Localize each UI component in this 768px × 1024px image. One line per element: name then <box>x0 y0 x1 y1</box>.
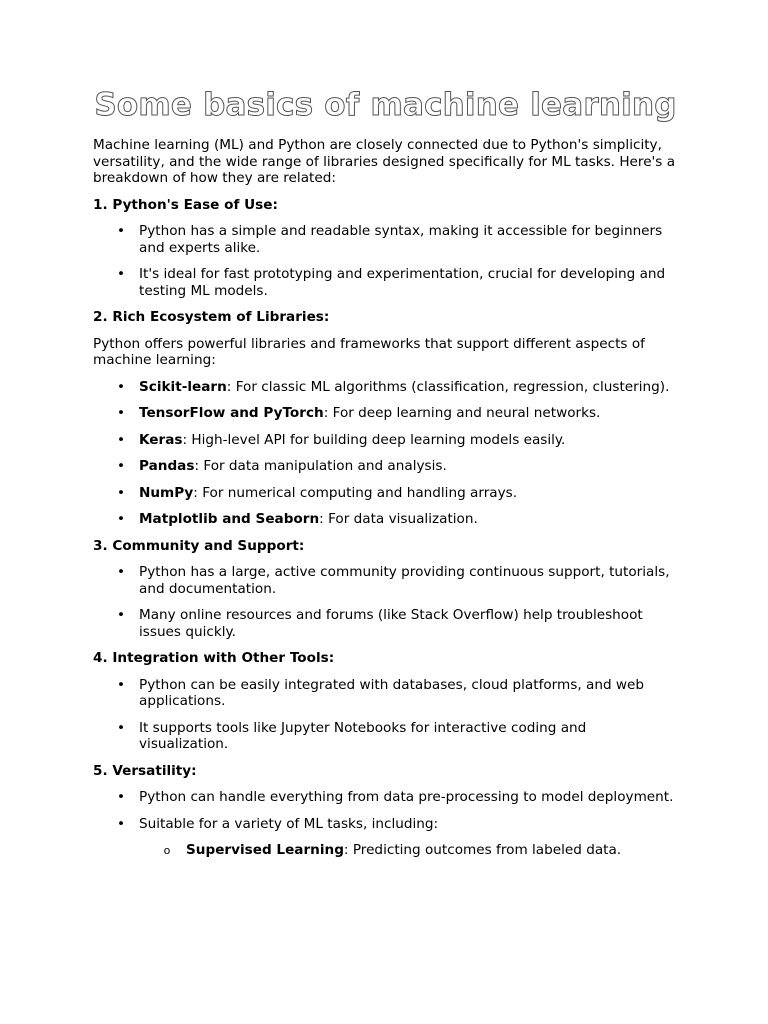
library-name: TensorFlow and PyTorch <box>139 405 324 421</box>
list-item: • It's ideal for fast prototyping and experimentation, crucial for developing and testing ML models. <box>116 266 666 299</box>
bullet-icon: • <box>116 266 126 282</box>
bullet-icon: • <box>116 223 126 239</box>
bullet-icon: • <box>116 719 126 736</box>
bullet-list-integration <box>93 677 678 753</box>
library-item: • Matplotlib and Seaborn: For data visualization. <box>116 511 478 527</box>
list-item: • Python has a simple and readable syntax, making it accessible for beginners and experts alike. <box>116 223 663 256</box>
section-heading-integration: 4. Integration with Other Tools: <box>93 650 335 666</box>
library-item: • TensorFlow and PyTorch: For deep learning and neural networks. <box>116 405 601 421</box>
bullet-icon: • <box>116 815 126 832</box>
bullet-icon: • <box>116 511 126 527</box>
section-heading-community: 3. Community and Support: <box>93 537 305 554</box>
list-item: • Suitable for a variety of ML tasks, including: <box>116 815 439 832</box>
section-heading-ease-of-use: 1. Python's Ease of Use: <box>93 196 278 213</box>
bullet-list-versatility <box>93 789 678 832</box>
library-name: Scikit-learn <box>139 378 227 395</box>
library-item: • NumPy: For numerical computing and handling arrays. <box>116 484 518 501</box>
sub-list-item: o Supervised Learning: Predicting outcomes from labeled data. <box>163 842 622 858</box>
bullet-icon: • <box>116 607 126 623</box>
section-heading-libraries: 2. Rich Ecosystem of Libraries: <box>93 309 330 325</box>
bullet-icon: • <box>116 484 126 501</box>
list-item: • It supports tools like Jupyter Notebooks for interactive coding and visualization. <box>116 719 587 752</box>
library-item: • Pandas: For data manipulation and analysis. <box>116 458 447 474</box>
bullet-icon: • <box>116 405 126 421</box>
library-name: Matplotlib and Seaborn <box>139 511 320 527</box>
list-item: • Many online resources and forums (like Stack Overflow) help troubleshoot issues quickly. <box>116 607 643 640</box>
library-item: • Scikit-learn: For classic ML algorithms (classification, regression, clustering). <box>116 378 670 395</box>
list-item: • Python can handle everything from data pre-processing to model deployment. <box>116 789 674 805</box>
bullet-icon: • <box>116 458 126 474</box>
bullet-list-libraries <box>93 379 678 528</box>
library-name: Keras <box>139 431 183 448</box>
library-name: NumPy <box>139 484 194 501</box>
bullet-icon: • <box>116 789 126 805</box>
document-title: Some basics of machine learning <box>94 87 677 123</box>
sub-bullet-icon: o <box>163 844 171 857</box>
list-item: • Python can be easily integrated with databases, cloud platforms, and web applications. <box>116 676 644 709</box>
section-heading-versatility: 5. Versatility: <box>93 762 197 779</box>
bullet-list-ease-of-use <box>93 223 678 299</box>
document-page <box>93 86 678 869</box>
bullet-icon: • <box>116 378 126 395</box>
bullet-icon: • <box>116 676 126 693</box>
bullet-icon: • <box>116 564 126 580</box>
library-item: • Keras: High-level API for building deep learning models easily. <box>116 431 566 448</box>
sub-list-ml-tasks <box>93 842 678 859</box>
bullet-icon: • <box>116 431 126 448</box>
bullet-list-community <box>93 564 678 640</box>
library-name: Pandas <box>139 458 195 474</box>
intro-paragraph: Machine learning (ML) and Python are closely connected due to Python's simplicity, versatility, and the wide range of libraries designed specifically for ML tasks. Here's a breakdown of how they are related: <box>93 137 676 186</box>
libraries-intro: Python offers powerful libraries and frameworks that support different aspects of machine learning: <box>93 335 645 368</box>
list-item: • Python has a large, active community providing continuous support, tutorials, and documentation. <box>116 564 670 597</box>
task-name: Supervised Learning <box>186 842 344 858</box>
